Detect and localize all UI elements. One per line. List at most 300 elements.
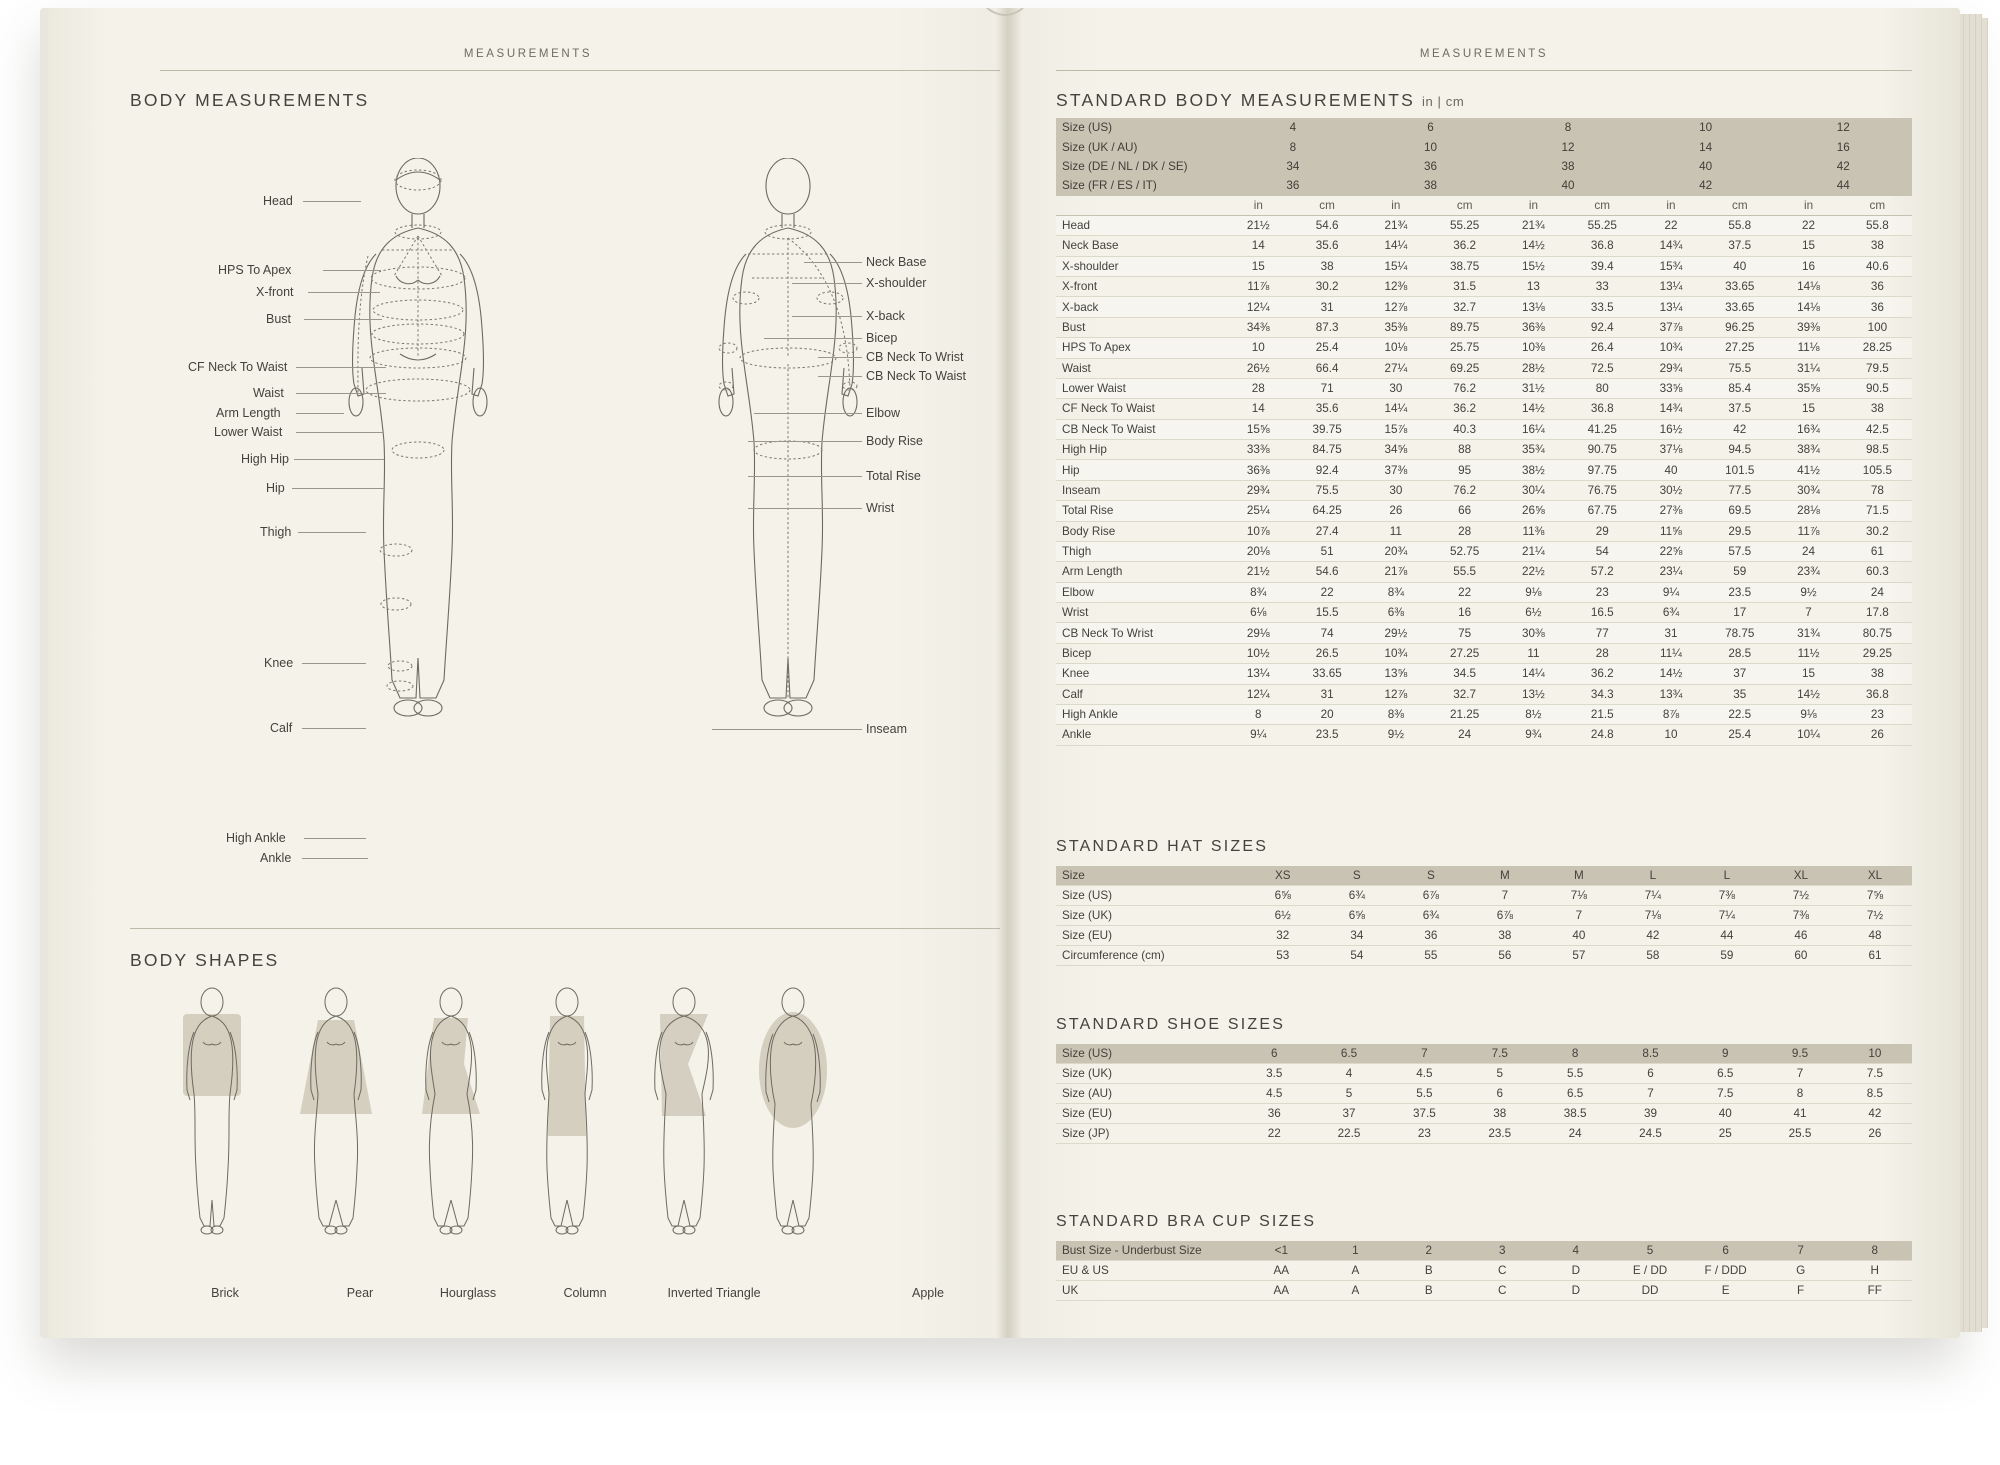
measurement-value: 69.5 <box>1705 501 1774 521</box>
row-value: 6½ <box>1246 906 1320 926</box>
measurement-value: 60.3 <box>1843 562 1912 582</box>
measurement-value: 21½ <box>1224 215 1292 235</box>
label-ankle: Ankle <box>260 851 292 865</box>
row-value: 7.5 <box>1688 1084 1762 1104</box>
measurement-value: 22 <box>1292 582 1361 602</box>
row-value: E / DD <box>1613 1261 1688 1281</box>
measurement-value: 12⅜ <box>1362 277 1430 297</box>
table-header-cell: 1 <box>1319 1241 1392 1261</box>
measurement-value: 21.25 <box>1430 704 1499 724</box>
measurement-value: 35 <box>1705 684 1774 704</box>
size-header-row <box>1056 137 1912 156</box>
row-value: F <box>1764 1281 1838 1301</box>
measurement-value: 72.5 <box>1568 358 1637 378</box>
measurement-value: 61 <box>1843 541 1912 561</box>
size-value: 34 <box>1224 157 1362 176</box>
row-value: 10 <box>1838 1044 1912 1064</box>
measurement-value: 10 <box>1224 338 1292 358</box>
table-header-cell: XS <box>1246 866 1320 886</box>
measurement-value: 36⅜ <box>1224 460 1292 480</box>
measurement-value: 57.2 <box>1568 562 1637 582</box>
measurement-label: Lower Waist <box>1056 378 1224 398</box>
label-high-hip: High Hip <box>241 452 289 466</box>
table-header-cell: XL <box>1838 866 1912 886</box>
table-row <box>1056 906 1912 926</box>
row-value: 6⅝ <box>1246 886 1320 906</box>
measurement-value: 31 <box>1292 684 1361 704</box>
measurement-value: 26⅝ <box>1499 501 1567 521</box>
measurement-value: 30 <box>1362 480 1430 500</box>
size-value: 6 <box>1362 118 1500 137</box>
measurement-value: 15¾ <box>1637 256 1705 276</box>
measurement-value: 27.25 <box>1430 643 1499 663</box>
measurement-value: 77.5 <box>1705 480 1774 500</box>
measurement-value: 25.75 <box>1430 338 1499 358</box>
measurement-value: 78.75 <box>1705 623 1774 643</box>
measurement-value: 26½ <box>1224 358 1292 378</box>
measurement-value: 35⅜ <box>1362 317 1430 337</box>
measurement-value: 88 <box>1430 440 1499 460</box>
row-value: 7¼ <box>1690 906 1764 926</box>
row-value: 59 <box>1690 946 1764 966</box>
table-row <box>1056 684 1912 704</box>
measurement-value: 38¾ <box>1774 440 1842 460</box>
measurement-value: 36.2 <box>1430 236 1499 256</box>
measurement-value: 15⅞ <box>1362 419 1430 439</box>
row-value: 9 <box>1688 1044 1762 1064</box>
measurement-value: 69.25 <box>1430 358 1499 378</box>
measurement-label: Body Rise <box>1056 521 1224 541</box>
measurement-value: 26 <box>1362 501 1430 521</box>
measurement-value: 11½ <box>1774 643 1842 663</box>
table-row <box>1056 1281 1912 1301</box>
row-label: Circumference (cm) <box>1056 946 1246 966</box>
measurement-value: 33⅝ <box>1637 378 1705 398</box>
row-value: 7½ <box>1764 886 1838 906</box>
row-value: A <box>1319 1261 1392 1281</box>
row-value: 5 <box>1311 1084 1386 1104</box>
table-row <box>1056 623 1912 643</box>
table-row <box>1056 440 1912 460</box>
measurement-value: 39⅜ <box>1774 317 1842 337</box>
measurement-value: 75.5 <box>1292 480 1361 500</box>
row-label: UK <box>1056 1281 1244 1301</box>
measurement-value: 95 <box>1430 460 1499 480</box>
row-value: 7⅛ <box>1616 906 1690 926</box>
measurement-value: 84.75 <box>1292 440 1361 460</box>
measurement-value: 16¾ <box>1774 419 1842 439</box>
measurement-value: 20 <box>1292 704 1361 724</box>
measurement-value: 36.8 <box>1568 236 1637 256</box>
row-value: 5.5 <box>1537 1064 1612 1084</box>
measurement-value: 24 <box>1843 582 1912 602</box>
measurement-value: 36 <box>1843 297 1912 317</box>
measurement-label: Calf <box>1056 684 1224 704</box>
measurement-value: 75.5 <box>1705 358 1774 378</box>
measurement-value: 39.75 <box>1292 419 1361 439</box>
measurement-value: 26.4 <box>1568 338 1637 358</box>
row-value: 37.5 <box>1387 1104 1462 1124</box>
measurement-value: 10¾ <box>1637 338 1705 358</box>
label-cf-neck-to-waist: CF Neck To Waist <box>188 360 288 374</box>
measurement-value: 33.65 <box>1292 664 1361 684</box>
section-title-body-measurements: BODY MEASUREMENTS <box>130 90 370 110</box>
shape-label-brick: Brick <box>211 1286 239 1300</box>
measurement-value: 29½ <box>1362 623 1430 643</box>
measurement-value: 8¾ <box>1224 582 1292 602</box>
hat-table-title: STANDARD HAT SIZES <box>1056 838 1269 855</box>
measurement-value: 30¾ <box>1774 480 1842 500</box>
measurement-value: 42 <box>1705 419 1774 439</box>
measurement-value: 25.4 <box>1292 338 1361 358</box>
measurement-value: 39.4 <box>1568 256 1637 276</box>
label-cb-neck-to-wrist: CB Neck To Wrist <box>866 350 964 364</box>
measurement-value: 40.3 <box>1430 419 1499 439</box>
row-value: 38 <box>1468 926 1542 946</box>
measurement-value: 36.8 <box>1568 399 1637 419</box>
measurement-value: 13½ <box>1499 684 1567 704</box>
measurement-value: 76.2 <box>1430 480 1499 500</box>
measurement-value: 35⅝ <box>1774 378 1842 398</box>
label-hip: Hip <box>266 481 285 495</box>
measurement-label: CB Neck To Waist <box>1056 419 1224 439</box>
measurement-value: 9⅛ <box>1774 704 1842 724</box>
row-value: 44 <box>1690 926 1764 946</box>
row-value: 58 <box>1616 946 1690 966</box>
row-value: 9.5 <box>1762 1044 1837 1064</box>
measurement-value: 105.5 <box>1843 460 1912 480</box>
table-row <box>1056 664 1912 684</box>
row-value: 7⅜ <box>1764 906 1838 926</box>
measurement-value: 34⅝ <box>1362 440 1430 460</box>
row-value: AA <box>1244 1261 1319 1281</box>
label-body-rise: Body Rise <box>866 434 923 448</box>
measurement-value: 38 <box>1292 256 1361 276</box>
measurement-value: 38 <box>1843 399 1912 419</box>
measurement-value: 16¼ <box>1499 419 1567 439</box>
measurement-value: 27¼ <box>1362 358 1430 378</box>
measurement-value: 36.2 <box>1430 399 1499 419</box>
measurement-value: 37⅞ <box>1637 317 1705 337</box>
measurement-value: 29 <box>1568 521 1637 541</box>
size-value: 36 <box>1362 157 1500 176</box>
measurement-value: 74 <box>1292 623 1361 643</box>
measurement-value: 22 <box>1774 215 1842 235</box>
size-value: 4 <box>1224 118 1362 137</box>
measurement-value: 52.75 <box>1430 541 1499 561</box>
leader <box>296 393 386 394</box>
unit-header: cm <box>1430 196 1499 216</box>
book-spine <box>996 8 1022 1338</box>
section-title-body-shapes: BODY SHAPES <box>130 950 280 970</box>
measurement-value: 33.65 <box>1705 277 1774 297</box>
row-value: C <box>1466 1261 1540 1281</box>
measurement-label: Knee <box>1056 664 1224 684</box>
measurement-value: 42.5 <box>1843 419 1912 439</box>
measurement-value: 101.5 <box>1705 460 1774 480</box>
measurement-value: 16 <box>1430 603 1499 623</box>
table-row <box>1056 480 1912 500</box>
label-bust: Bust <box>266 312 292 326</box>
measurement-value: 37.5 <box>1705 236 1774 256</box>
measurement-value: 26.5 <box>1292 643 1361 663</box>
measurement-value: 40.6 <box>1843 256 1912 276</box>
table-row <box>1056 419 1912 439</box>
measurement-value: 33 <box>1568 277 1637 297</box>
measurement-value: 28.25 <box>1843 338 1912 358</box>
measurement-value: 12⅞ <box>1362 297 1430 317</box>
measurement-value: 8 <box>1224 704 1292 724</box>
label-x-back: X-back <box>866 309 905 323</box>
measurement-value: 14½ <box>1499 236 1567 256</box>
table-row <box>1056 926 1912 946</box>
measurement-label: Arm Length <box>1056 562 1224 582</box>
row-value: 55 <box>1394 946 1468 966</box>
row-value: 61 <box>1838 946 1912 966</box>
unit-header: in <box>1362 196 1430 216</box>
shape-label-apple: Apple <box>912 1286 944 1300</box>
measurement-value: 11 <box>1499 643 1567 663</box>
table-row <box>1056 460 1912 480</box>
row-value: 34 <box>1320 926 1394 946</box>
measurement-value: 12¼ <box>1224 297 1292 317</box>
row-value: B <box>1392 1261 1465 1281</box>
measurement-label: Thigh <box>1056 541 1224 561</box>
page-edge <box>1982 18 1988 1328</box>
table-row <box>1056 1064 1912 1084</box>
measurement-value: 15 <box>1774 399 1842 419</box>
row-value: 6.5 <box>1537 1084 1612 1104</box>
measurement-label: Bicep <box>1056 643 1224 663</box>
row-value: 4 <box>1311 1064 1386 1084</box>
measurement-value: 31½ <box>1499 378 1567 398</box>
measurement-value: 33⅜ <box>1224 440 1292 460</box>
size-row-label: Size (FR / ES / IT) <box>1056 176 1224 195</box>
measurement-value: 29.5 <box>1705 521 1774 541</box>
measurement-label: High Ankle <box>1056 704 1224 724</box>
row-value: 7 <box>1387 1044 1462 1064</box>
measurement-value: 59 <box>1705 562 1774 582</box>
measurement-label: X-front <box>1056 277 1224 297</box>
row-value: 26 <box>1838 1124 1912 1144</box>
measurement-value: 13⅝ <box>1362 664 1430 684</box>
measurement-label: Wrist <box>1056 603 1224 623</box>
measurement-value: 10¼ <box>1774 725 1842 745</box>
measurement-label: Total Rise <box>1056 501 1224 521</box>
measurement-value: 29¾ <box>1637 358 1705 378</box>
measurement-value: 40 <box>1637 460 1705 480</box>
measurement-value: 57.5 <box>1705 541 1774 561</box>
row-label: Size (UK) <box>1056 906 1246 926</box>
row-value: 23 <box>1387 1124 1462 1144</box>
measurement-value: 54.6 <box>1292 215 1361 235</box>
measurement-value: 80 <box>1568 378 1637 398</box>
measurement-value: 29¾ <box>1224 480 1292 500</box>
measurement-value: 27⅜ <box>1637 501 1705 521</box>
measurement-value: 55.25 <box>1568 215 1637 235</box>
measurement-value: 13 <box>1499 277 1567 297</box>
measurement-value: 8⅞ <box>1637 704 1705 724</box>
row-label: Size (US) <box>1056 1044 1237 1064</box>
row-value: 39 <box>1613 1104 1688 1124</box>
measurement-value: 24.8 <box>1568 725 1637 745</box>
measurement-value: 23¼ <box>1637 562 1705 582</box>
measurement-value: 34.5 <box>1430 664 1499 684</box>
table-row <box>1056 1104 1912 1124</box>
row-value: 7 <box>1762 1064 1837 1084</box>
table-row <box>1056 277 1912 297</box>
measurement-value: 10¾ <box>1362 643 1430 663</box>
measurement-value: 9¼ <box>1637 582 1705 602</box>
row-value: 6.5 <box>1688 1064 1762 1084</box>
measurement-value: 8½ <box>1499 704 1567 724</box>
measurement-value: 14¼ <box>1362 399 1430 419</box>
measurement-value: 38.75 <box>1430 256 1499 276</box>
unit-header: in <box>1637 196 1705 216</box>
main-table-title-units: in | cm <box>1422 94 1465 109</box>
measurement-value: 33.5 <box>1568 297 1637 317</box>
measurement-label: Waist <box>1056 358 1224 378</box>
table-row <box>1056 562 1912 582</box>
header-rule-right <box>1056 70 1912 71</box>
label-lower-waist: Lower Waist <box>214 425 283 439</box>
row-label: Size (EU) <box>1056 1104 1237 1124</box>
leader <box>296 432 384 433</box>
measurement-value: 51 <box>1292 541 1361 561</box>
measurement-label: Ankle <box>1056 725 1224 745</box>
leader <box>304 838 366 839</box>
leader <box>296 367 386 368</box>
table-row <box>1056 1261 1912 1281</box>
measurement-value: 27.25 <box>1705 338 1774 358</box>
measurement-value: 9⅛ <box>1499 582 1567 602</box>
table-row <box>1056 1044 1912 1064</box>
measurement-value: 11⅞ <box>1774 521 1842 541</box>
measurement-value: 21.5 <box>1568 704 1637 724</box>
row-value: 57 <box>1542 946 1616 966</box>
row-value: 48 <box>1838 926 1912 946</box>
main-table-title-text: STANDARD BODY MEASUREMENTS <box>1056 90 1415 110</box>
measurement-value: 7 <box>1774 603 1842 623</box>
unit-header: in <box>1499 196 1567 216</box>
measurement-value: 37.5 <box>1705 399 1774 419</box>
row-value: 4.5 <box>1387 1064 1462 1084</box>
row-value: 7 <box>1542 906 1616 926</box>
body-measurement-figures <box>308 158 968 738</box>
standard-bra-cup-sizes-table <box>1056 1241 1912 1301</box>
size-value: 10 <box>1362 137 1500 156</box>
leader <box>303 201 361 202</box>
measurement-value: 38 <box>1843 664 1912 684</box>
measurement-value: 36 <box>1843 277 1912 297</box>
row-value: DD <box>1613 1281 1688 1301</box>
shape-label-column: Column <box>563 1286 607 1300</box>
measurement-value: 14¾ <box>1637 236 1705 256</box>
leader <box>818 376 862 377</box>
table-row <box>1056 236 1912 256</box>
measurement-value: 23.5 <box>1705 582 1774 602</box>
row-value: 56 <box>1468 946 1542 966</box>
measurement-value: 17 <box>1705 603 1774 623</box>
measurement-value: 13⅛ <box>1499 297 1567 317</box>
measurement-value: 22⅝ <box>1637 541 1705 561</box>
standard-hat-sizes-table <box>1056 866 1912 966</box>
measurement-value: 11⅞ <box>1224 277 1292 297</box>
leader <box>818 357 862 358</box>
label-x-front: X-front <box>256 285 294 299</box>
table-header-row <box>1056 866 1912 886</box>
table-header-cell: S <box>1320 866 1394 886</box>
measurement-value: 30 <box>1362 378 1430 398</box>
measurement-value: 22 <box>1430 582 1499 602</box>
measurement-value: 37⅜ <box>1362 460 1430 480</box>
row-value: 54 <box>1320 946 1394 966</box>
measurement-value: 94.5 <box>1705 440 1774 460</box>
measurement-label: Inseam <box>1056 480 1224 500</box>
measurement-value: 92.4 <box>1292 460 1361 480</box>
measurement-value: 20⅛ <box>1224 541 1292 561</box>
measurement-value: 30½ <box>1637 480 1705 500</box>
measurement-value: 85.4 <box>1705 378 1774 398</box>
table-row <box>1056 338 1912 358</box>
table-header-cell: XL <box>1764 866 1838 886</box>
row-value: C <box>1466 1281 1540 1301</box>
table-row <box>1056 1084 1912 1104</box>
measurement-value: 55.25 <box>1430 215 1499 235</box>
label-calf: Calf <box>270 721 293 735</box>
row-value: 3.5 <box>1237 1064 1311 1084</box>
measurement-value: 11¼ <box>1637 643 1705 663</box>
measurement-value: 38 <box>1843 236 1912 256</box>
measurement-value: 15.5 <box>1292 603 1361 623</box>
size-value: 8 <box>1499 118 1637 137</box>
table-row <box>1056 643 1912 663</box>
measurement-value: 31¾ <box>1774 623 1842 643</box>
table-row <box>1056 886 1912 906</box>
row-value: 38.5 <box>1537 1104 1612 1124</box>
measurement-value: 30¼ <box>1499 480 1567 500</box>
measurement-value: 35¾ <box>1499 440 1567 460</box>
label-waist: Waist <box>253 386 284 400</box>
row-value: 5 <box>1462 1064 1537 1084</box>
leader <box>792 283 862 284</box>
measurement-label: Head <box>1056 215 1224 235</box>
measurement-value: 79.5 <box>1843 358 1912 378</box>
row-value: 53 <box>1246 946 1320 966</box>
measurement-value: 36.8 <box>1843 684 1912 704</box>
measurement-value: 89.75 <box>1430 317 1499 337</box>
measurement-value: 11⅜ <box>1499 521 1567 541</box>
measurement-label: X-shoulder <box>1056 256 1224 276</box>
size-value: 42 <box>1637 176 1775 195</box>
row-value: 6 <box>1613 1064 1688 1084</box>
row-value: H <box>1837 1261 1912 1281</box>
measurement-value: 14½ <box>1637 664 1705 684</box>
measurement-value: 41½ <box>1774 460 1842 480</box>
measurement-value: 71.5 <box>1843 501 1912 521</box>
leader <box>712 729 862 730</box>
main-table-title <box>1056 90 1464 111</box>
measurement-value: 23 <box>1843 704 1912 724</box>
label-inseam: Inseam <box>866 722 907 736</box>
measurement-value: 6⅛ <box>1224 603 1292 623</box>
measurement-value: 29.25 <box>1843 643 1912 663</box>
row-value: 6 <box>1462 1084 1537 1104</box>
leader <box>748 441 862 442</box>
measurement-label: Bust <box>1056 317 1224 337</box>
measurement-label: Hip <box>1056 460 1224 480</box>
table-row <box>1056 256 1912 276</box>
